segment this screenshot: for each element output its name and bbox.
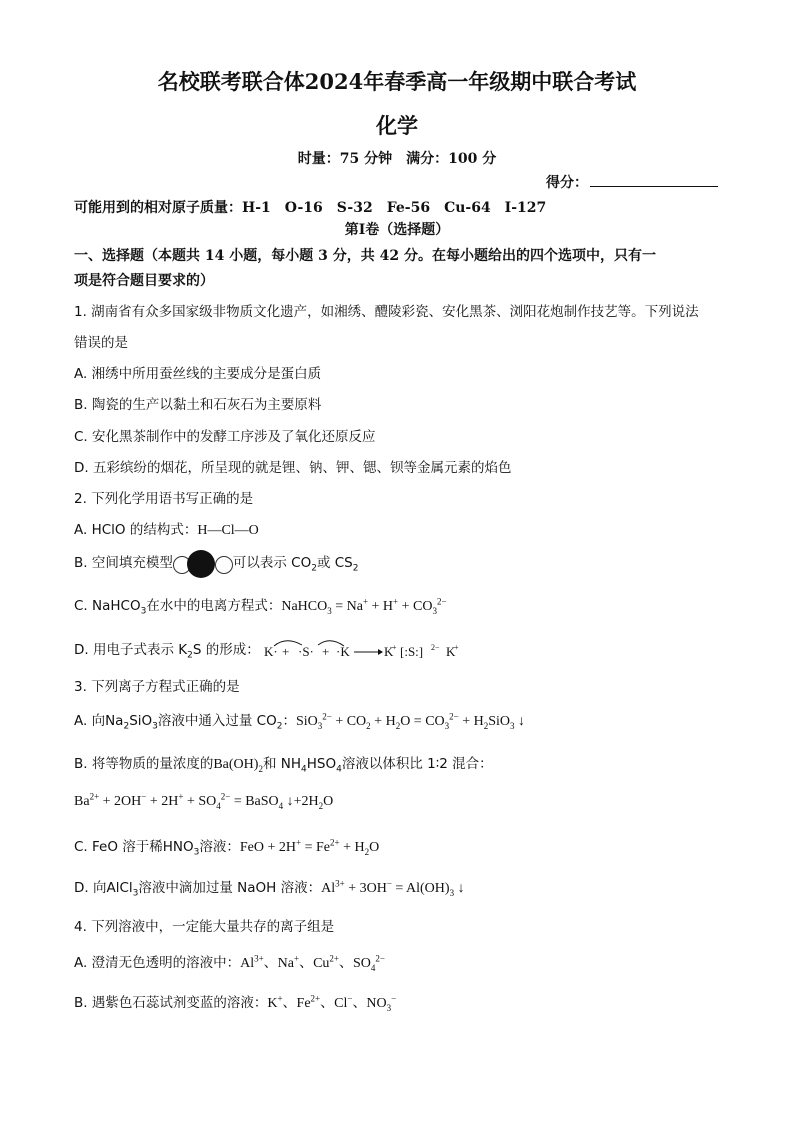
q1-stem-line1: 1. 湖南省有众多国家级非物质文化遗产，如湘绣、醴陵彩瓷、安化黑茶、浏阳花炮制作技艺等。下列说法 bbox=[74, 304, 699, 320]
svg-text:K·: K· bbox=[264, 644, 278, 659]
q3-a-equation: $SiO_3^{2-} + CO_2 + H_2O = CO_3^{2-} + H_2SiO_3$ ↓ bbox=[295, 711, 526, 731]
section-heading-line2: 项是符合题目要求的） bbox=[74, 273, 214, 289]
q2-b-prefix: B. 空间填充模型 bbox=[74, 555, 173, 571]
q3-d-mid: 溶液中滴加过量 NaOH 溶液： bbox=[138, 880, 322, 896]
volume-title: 第Ⅰ卷（选择题） bbox=[344, 222, 450, 238]
k2s-electron-formula bbox=[264, 636, 479, 664]
q3-option-b-line1: B. 将等物质的量浓度的$Ba(OH)_2$和 $NH_4HSO_4$溶液以体积比 1∶2 混合： bbox=[74, 756, 493, 775]
q3-option-d: D. 向AlCl$_3$溶液中滴加过量 NaOH 溶液：$Al^{3+} + 3OH^- = Al(OH)_3$ ↓ bbox=[74, 878, 465, 899]
atomic-masses: 可能用到的相对原子质量：H-1 O-16 S-32 Fe-56 Cu-64 I-127 bbox=[74, 200, 547, 216]
q4-stem: 4. 下列溶液中，一定能大量共存的离子组是 bbox=[74, 919, 335, 935]
q2-stem: 2. 下列化学用语书写正确的是 bbox=[74, 491, 254, 507]
q2-b-suffix: 可以表示 CO bbox=[232, 555, 312, 571]
q1-stem-line2: 错误的是 bbox=[74, 335, 128, 351]
svg-text:2−: 2− bbox=[431, 643, 440, 652]
q2-b-or: 或 CS bbox=[316, 555, 353, 571]
electron-transfer-diagram bbox=[264, 636, 479, 664]
nahco3-ionization-equation: NaHCO$_3$ = $Na^+ + H^+ + CO_3^{2-}$ bbox=[281, 596, 447, 616]
q3-b-mid: 和 NH bbox=[262, 756, 301, 772]
svg-text:+: + bbox=[322, 644, 330, 659]
q2-option-b: B. 空间填充模型 可以表示 $CO_2$或 $CS_2$ bbox=[74, 550, 358, 576]
q4-b-ions: K+、$Fe^{2+}$、Cl−、$NO_3^-$ bbox=[267, 993, 397, 1013]
q3-a-prefix: A. 向Na bbox=[74, 713, 124, 729]
time-score-info: 时量：75 分钟 满分：100 分 bbox=[297, 151, 497, 167]
hclo-structural-formula: H—Cl—O bbox=[197, 523, 259, 538]
q2-c-prefix: C. NaHCO bbox=[74, 598, 141, 614]
q3-a-text: 溶液中通入过量 CO bbox=[157, 713, 277, 729]
score-blank[interactable] bbox=[590, 172, 718, 187]
score-field bbox=[546, 172, 718, 192]
q3-d-prefix: D. 向AlCl bbox=[74, 880, 133, 896]
q4-a-prefix: A. 澄清无色透明的溶液中： bbox=[74, 955, 241, 971]
central-atom-icon bbox=[187, 550, 215, 578]
space-filling-model-image bbox=[173, 550, 233, 576]
svg-text:K: K bbox=[446, 644, 456, 659]
svg-text:[:S:]: [:S:] bbox=[400, 644, 424, 659]
q3-c-equation: FeO + $2H^+ = Fe^{2+} + H_2O$ bbox=[239, 837, 380, 857]
q4-option-b bbox=[74, 991, 396, 1012]
svg-text:K: K bbox=[384, 644, 394, 659]
q3-b-suffix: 溶液以体积比 1∶2 混合： bbox=[341, 756, 493, 772]
q3-option-c: C. FeO 溶于稀$HNO_3$溶液：FeO + $2H^+ = Fe^{2+} + H_2O$ bbox=[74, 837, 380, 858]
q2-d-prefix: D. 用电子式表示 K bbox=[74, 642, 188, 658]
q4-option-a bbox=[74, 951, 385, 972]
q3-c-prefix: C. FeO 溶于稀 bbox=[74, 839, 163, 855]
svg-text:+: + bbox=[454, 643, 459, 652]
svg-text:+: + bbox=[282, 644, 290, 659]
q3-d-equation: $Al^{3+} + 3OH^- = Al(OH)_3$ ↓ bbox=[321, 878, 465, 898]
q3-stem: 3. 下列离子方程式正确的是 bbox=[74, 679, 240, 695]
subject-title: 化学 bbox=[376, 113, 418, 138]
q1-option-d: D. 五彩缤纷的烟花，所呈现的就是锂、钠、钾、锶、钡等金属元素的焰色 bbox=[74, 460, 512, 476]
svg-text:·K: ·K bbox=[336, 644, 350, 659]
q2-a-prefix: A. HClO 的结构式： bbox=[74, 522, 198, 538]
q3-option-a: A. 向$Na_2SiO_3$溶液中通入过量 $CO_2$：$SiO_3^{2-} + CO_2 + H_2O = CO_3^{2-} + H_2SiO_3$ ↓ bbox=[74, 711, 526, 732]
q1-option-b: B. 陶瓷的生产以黏土和石灰石为主要原料 bbox=[74, 397, 322, 413]
q3-option-b-equation: $Ba^{2+} + 2OH^- + 2H^+ + SO_4^{2-}$ = BaSO$_4$ $↓+2H_2O$ bbox=[74, 791, 334, 811]
exam-title: 名校联考联合体2024年春季高一年级期中联合考试 bbox=[157, 69, 637, 94]
small-atom-right-icon bbox=[215, 556, 233, 574]
q3-c-mid: 溶液： bbox=[199, 839, 240, 855]
q2-c-mid: 在水中的电离方程式： bbox=[146, 598, 282, 614]
svg-text:+: + bbox=[392, 643, 397, 652]
q1-option-a: A. 湘绣中所用蚕丝线的主要成分是蛋白质 bbox=[74, 366, 322, 382]
q3-b-prefix: B. 将等物质的量浓度的 bbox=[74, 756, 214, 772]
q2-d-mid: S 的形成： bbox=[192, 642, 260, 658]
section-heading-line1: 一、选择题（本题共 14 小题，每小题 3 分，共 42 分。在每小题给出的四个选项中，只有一 bbox=[74, 248, 656, 264]
q4-a-ions: $Al^{3+}$、Na+、$Cu^{2+}$、$SO_4^{2-}$ bbox=[240, 953, 385, 973]
svg-text:·S·: ·S· bbox=[298, 644, 314, 659]
q4-b-prefix: B. 遇紫色石蕊试剂变蓝的溶液： bbox=[74, 995, 268, 1011]
q2-option-c: C. NaHCO$_3$在水中的电离方程式：NaHCO$_3$ = $Na^+ + H^+ + CO_3^{2-}$ bbox=[74, 596, 447, 617]
q2-option-d: D. 用电子式表示 $K_2S$ 的形成： K· + ·S· + ·K K + [:S:] 2− K + bbox=[74, 636, 479, 664]
q2-option-a bbox=[74, 518, 259, 539]
score-label: 得分： bbox=[546, 175, 588, 191]
q1-option-c: C. 安化黑茶制作中的发酵工序涉及了氧化还原反应 bbox=[74, 429, 376, 445]
